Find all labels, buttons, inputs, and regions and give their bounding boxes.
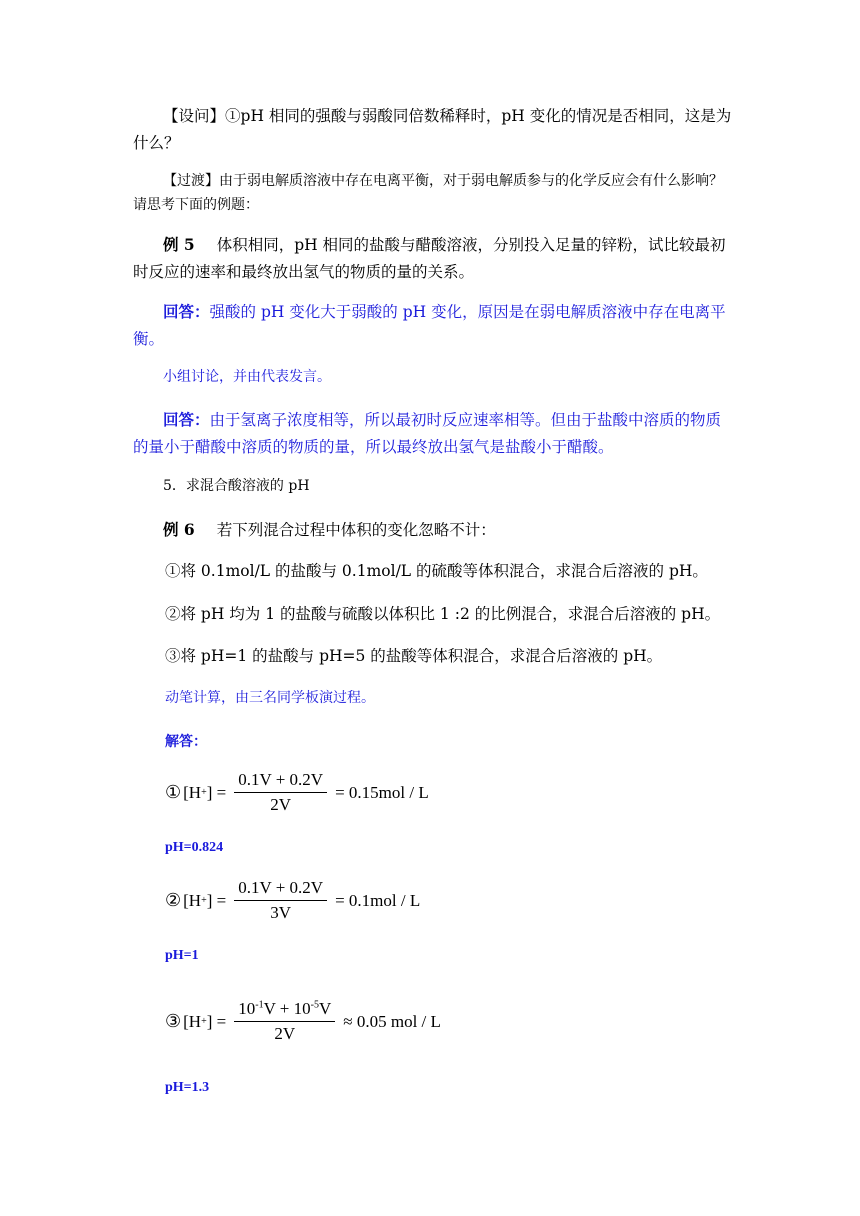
eq2-numerator: 0.1V + 0.2V [234,878,327,901]
eq2-denominator: 3V [270,903,292,922]
eq1-marker: ① [165,782,182,802]
transition-paragraph [133,169,733,217]
example5-label: 例 5 [163,235,195,254]
question-text: ①pH 相同的强酸与弱酸同倍数稀释时，pH 变化的情况是否相同，这是为什么？ [133,107,732,152]
eq2-lhs: [H [183,890,202,910]
section-heading-text: 5．求混合酸溶液的 pH [163,478,310,494]
eq3-exp-a: -1 [255,999,264,1011]
eq1-sup: + [201,787,207,798]
equation-3 [165,999,441,1044]
group-discussion [133,365,733,389]
eq3-num-mid: V + 10 [263,999,311,1018]
example6-paragraph [133,516,733,544]
transition-tag: 【过渡】 [163,173,219,189]
ph-result-1: pH=0.824 [165,840,224,855]
eq3-denominator: 2V [274,1024,296,1043]
solution-label: 解答： [165,734,207,750]
answer1-label: 回答： [163,302,210,321]
eq3-exp-b: -5 [310,999,319,1011]
eq3-rhs: ≈ 0.05 mol / L [343,1011,441,1031]
example6-text: 若下列混合过程中体积的变化忽略不计： [216,521,496,539]
equation-1 [165,770,429,815]
eq3-lhs: [H [183,1011,202,1031]
equation-2 [165,878,420,923]
eq2-rhs: = 0.1mol / L [335,890,421,910]
answer1-text: 强酸的 pH 变化大于弱酸的 pH 变化，原因是在弱电解质溶液中存在电离平衡。 [133,303,726,348]
ph-result-3: pH=1.3 [165,1080,210,1095]
eq3-fraction [234,999,335,1044]
ph-result-2: pH=1 [165,948,199,963]
example5-text: 体积相同，pH 相同的盐酸与醋酸溶液，分别投入足量的锌粉，试比较最初时反应的速率和最终放出氢气的物质的量的关系。 [133,236,726,281]
eq1-denominator: 2V [270,795,292,814]
eq3-num-end: V [318,999,332,1018]
eq3-marker: ③ [165,1011,182,1031]
eq2-marker: ② [165,890,182,910]
answer2-paragraph [133,406,733,461]
answer1-paragraph [133,298,733,353]
problem-2: ②将 pH 均为 1 的盐酸与硫酸以体积比 1 :2 的比例混合，求混合后溶液的 pH。 [165,605,721,623]
section-heading [133,474,733,498]
eq3-lhs-end: ] = [206,1011,227,1031]
eq1-rhs: = 0.15mol / L [335,782,429,802]
eq1-fraction [234,770,327,815]
eq3-numerator [234,999,335,1022]
eq2-sup: + [201,895,207,906]
transition-text: 由于弱电解质溶液中存在电离平衡，对于弱电解质参与的化学反应会有什么影响？请思考下面的例题： [133,173,723,213]
eq3-sup: + [201,1016,207,1027]
eq2-lhs-end: ] = [206,890,227,910]
eq1-lhs: [H [183,782,202,802]
answer2-text: 由于氢离子浓度相等，所以最初时反应速率相等。但由于盐酸中溶质的物质的量小于醋酸中溶质的物质的量，所以最终放出氢气是盐酸小于醋酸。 [133,411,722,456]
example5-paragraph [133,231,733,286]
question-paragraph [133,103,733,157]
problem-1: ①将 0.1mol/L 的盐酸与 0.1mol/L 的硫酸等体积混合，求混合后溶液的 pH。 [165,562,708,580]
calc-instruction: 动笔计算，由三名同学板演过程。 [165,690,375,706]
group-discussion-text: 小组讨论，并由代表发言。 [163,369,331,385]
answer2-label: 回答： [163,410,210,429]
eq3-base-a: 10 [238,999,256,1018]
eq2-fraction [234,878,327,923]
problem-3: ③将 pH=1 的盐酸与 pH=5 的盐酸等体积混合，求混合后溶液的 pH。 [165,647,663,665]
question-tag: 【设问】 [163,107,226,125]
example6-label: 例 6 [163,520,195,539]
eq1-numerator: 0.1V + 0.2V [234,770,327,793]
eq1-lhs-end: ] = [206,782,227,802]
